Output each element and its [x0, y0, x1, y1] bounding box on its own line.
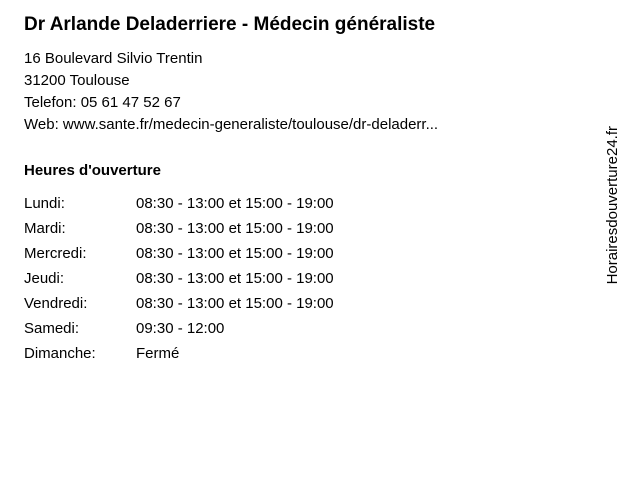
opening-hours-table [24, 194, 334, 369]
day-hours: 08:30 - 13:00 et 15:00 - 19:00 [136, 245, 334, 262]
day-hours: 09:30 - 12:00 [136, 320, 225, 337]
day-label: Samedi: [24, 320, 80, 337]
day-label: Mardi: [24, 220, 66, 237]
day-hours: 08:30 - 13:00 et 15:00 - 19:00 [136, 270, 334, 287]
table-row [24, 294, 334, 319]
page-title: Dr Arlande Deladerriere - Médecin généraliste [24, 14, 436, 35]
address-street: 16 Boulevard Silvio Trentin [24, 50, 203, 67]
content-column [24, 12, 584, 369]
day-label: Mercredi: [24, 245, 87, 262]
table-row [24, 269, 334, 294]
table-row [24, 219, 334, 244]
day-hours: 08:30 - 13:00 et 15:00 - 19:00 [136, 220, 334, 237]
opening-hours-heading: Heures d'ouverture [24, 162, 161, 179]
day-hours: 08:30 - 13:00 et 15:00 - 19:00 [136, 195, 334, 212]
table-row [24, 244, 334, 269]
day-label: Vendredi: [24, 295, 88, 312]
day-label: Jeudi: [24, 270, 65, 287]
table-row [24, 319, 334, 344]
table-row [24, 344, 334, 369]
table-row [24, 194, 334, 219]
brand-watermark: Horairesdouverture24.fr [604, 126, 621, 285]
phone-number: Telefon: 05 61 47 52 67 [24, 94, 181, 111]
day-label: Lundi: [24, 195, 65, 212]
day-label: Dimanche: [24, 345, 96, 362]
address-city: 31200 Toulouse [24, 72, 130, 89]
day-hours: 08:30 - 13:00 et 15:00 - 19:00 [136, 295, 334, 312]
day-hours: Fermé [136, 345, 180, 362]
website-url: Web: www.sante.fr/medecin-generaliste/toulouse/dr-deladerr... [24, 116, 439, 133]
